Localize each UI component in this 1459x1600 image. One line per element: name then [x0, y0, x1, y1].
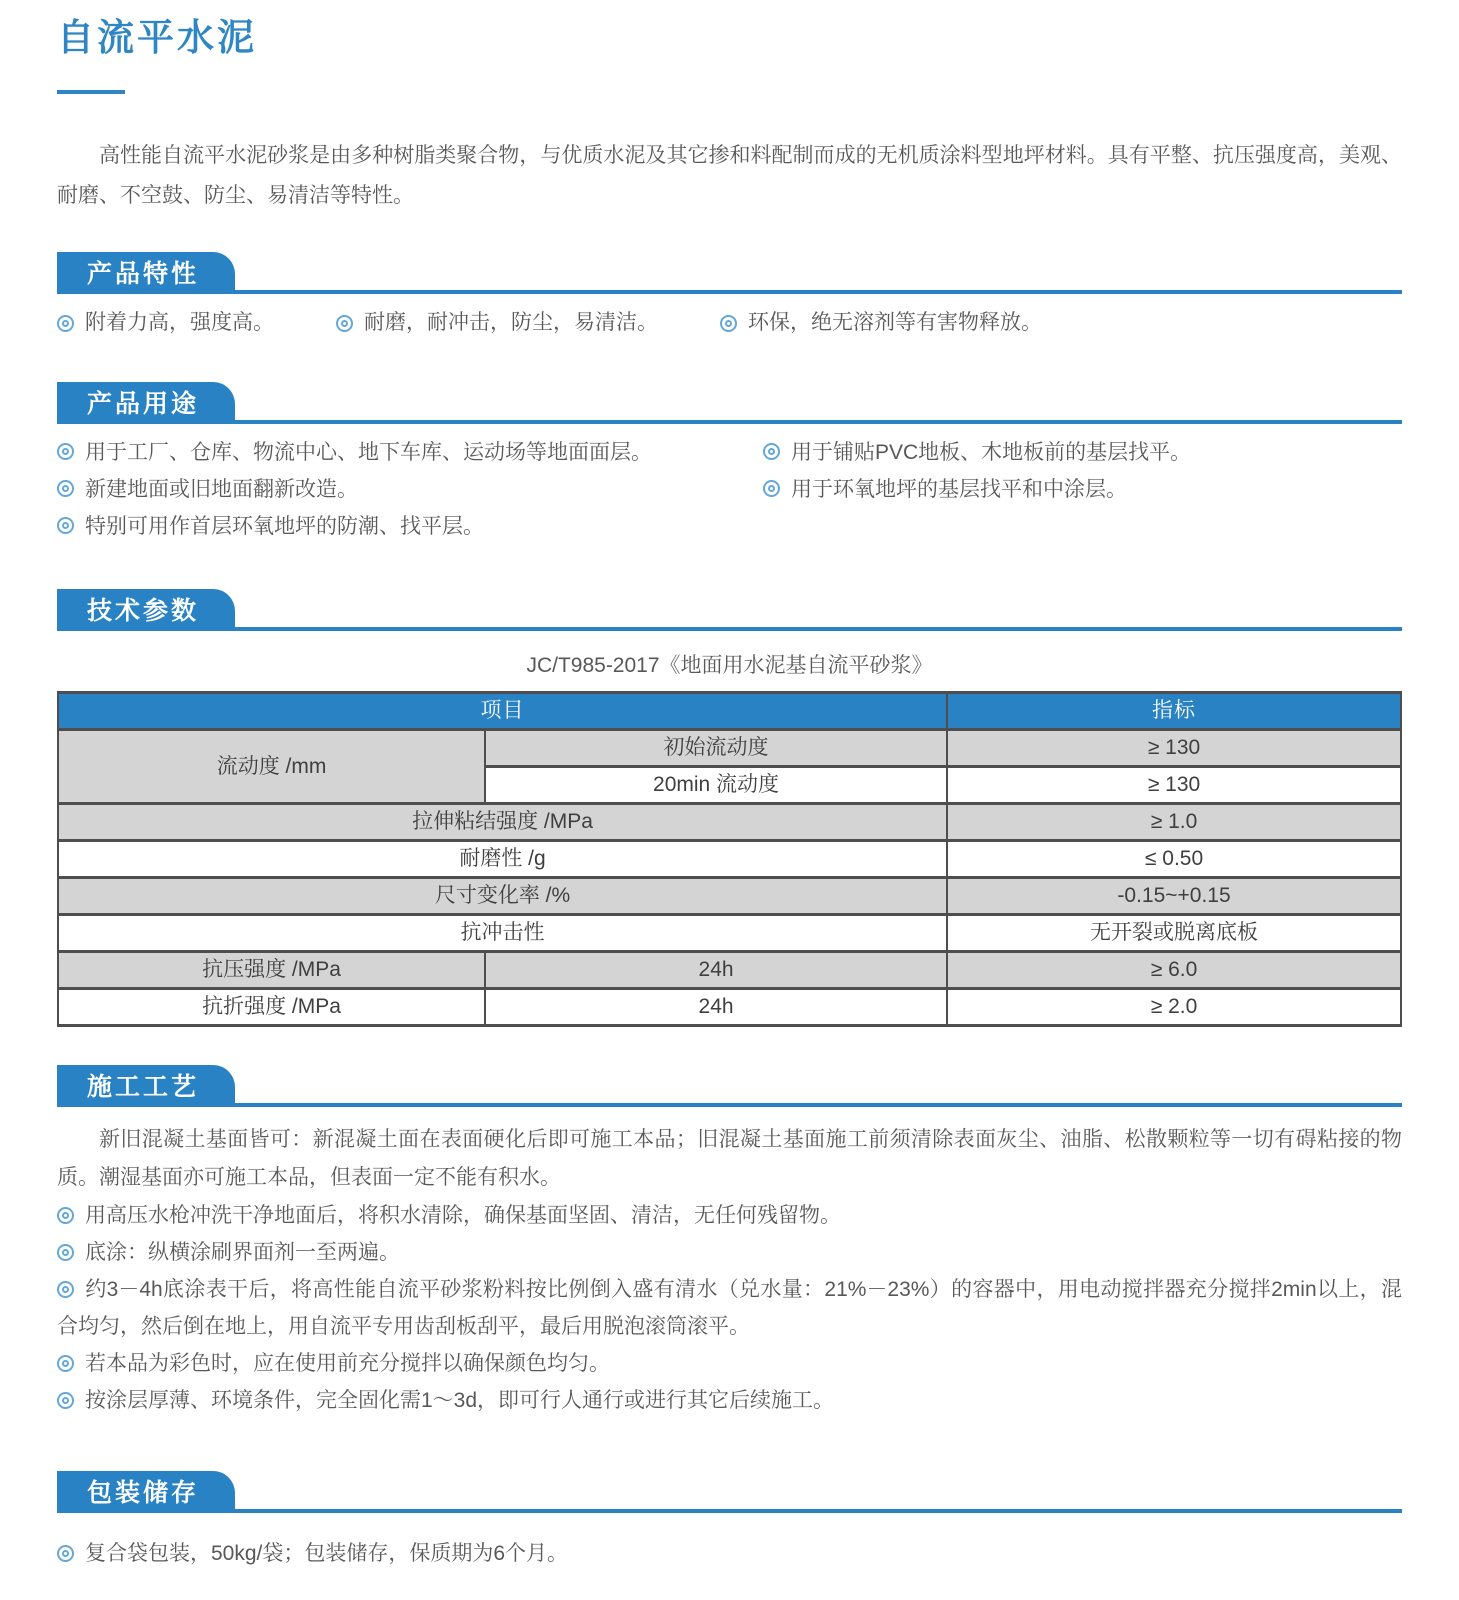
section-header-process [57, 1065, 1402, 1107]
list-item-text: 若本品为彩色时，应在使用前充分搅拌以确保颜色均匀。 [85, 1352, 610, 1375]
section-underline [235, 627, 1402, 631]
bullseye-bullet-icon [57, 315, 74, 332]
list-item-text: 约3－4h底涂表干后，将高性能自流平砂浆粉料按比例倒入盛有清水（兑水量：21%－23%）的容器中，用电动搅拌器充分搅拌2min以上，混合均匀，然后倒在地上，用自流平专用齿刮板刮平，最后用脱泡滚筒滚平。 [57, 1278, 1402, 1338]
uses-right-column [763, 438, 1402, 549]
table-cell-value: ≥ 6.0 [947, 952, 1401, 989]
section-underline [235, 1509, 1402, 1513]
bullseye-bullet-icon [57, 1392, 74, 1409]
table-row [58, 804, 1401, 841]
section-packaging [57, 1471, 1402, 1572]
process-paragraph: 新旧混凝土基面皆可：新混凝土面在表面硬化后即可施工本品；旧混凝土基面施工前须清除表面灰尘、油脂、松散颗粒等一切有碍粘接的物质。潮湿基面亦可施工本品，但表面一定不能有积水。 [57, 1128, 1402, 1189]
list-item [57, 475, 763, 505]
list-item-text: 用于铺贴PVC地板、木地板前的基层找平。 [791, 441, 1192, 464]
section-underline [235, 1103, 1402, 1107]
bullseye-bullet-icon [57, 1281, 74, 1298]
list-item [57, 1271, 1402, 1345]
section-underline [235, 420, 1402, 424]
table-cell-label: 抗压强度 /MPa [58, 952, 485, 989]
table-cell-label: 拉伸粘结强度 /MPa [58, 804, 947, 841]
table-header-row [58, 693, 1401, 730]
table-cell-sub: 24h [485, 989, 947, 1026]
list-item [57, 1197, 1402, 1234]
table-cell-label: 流动度 /mm [58, 730, 485, 804]
section-header-uses [57, 382, 1402, 424]
list-item-text: 附着力高，强度高。 [85, 311, 274, 334]
table-cell-sub: 初始流动度 [485, 730, 947, 767]
table-cell-label: 抗折强度 /MPa [58, 989, 485, 1026]
table-cell-value: ≤ 0.50 [947, 841, 1401, 878]
section-underline [235, 290, 1402, 294]
list-item [720, 308, 1042, 338]
table-cell-label: 抗冲击性 [58, 915, 947, 952]
bullseye-bullet-icon [57, 1207, 74, 1224]
uses-list [57, 438, 1402, 549]
list-item-text: 耐磨，耐冲击，防尘，易清洁。 [364, 311, 658, 334]
table-row [58, 841, 1401, 878]
list-item [57, 308, 274, 338]
list-item-text: 底涂：纵横涂刷界面剂一至两遍。 [85, 1241, 400, 1264]
bullseye-bullet-icon [57, 1244, 74, 1261]
table-cell-sub: 20min 流动度 [485, 767, 947, 804]
list-item-text: 特别可用作首层环氧地坪的防潮、找平层。 [85, 515, 484, 538]
list-item [57, 1535, 1402, 1572]
table-row [58, 878, 1401, 915]
list-item-text: 环保，绝无溶剂等有害物释放。 [748, 311, 1042, 334]
table-cell-value: -0.15~+0.15 [947, 878, 1401, 915]
bullseye-bullet-icon [57, 1545, 74, 1562]
table-cell-value: ≥ 130 [947, 767, 1401, 804]
table-row [58, 915, 1401, 952]
features-heading: 产品特性 [57, 252, 235, 294]
features-list [57, 308, 1402, 338]
list-item [763, 475, 1402, 505]
table-caption: JC/T985-2017《地面用水泥基自流平砂浆》 [526, 654, 933, 677]
list-item-text: 用于环氧地坪的基层找平和中涂层。 [791, 478, 1127, 501]
bullseye-bullet-icon [720, 315, 737, 332]
table-cell-label: 尺寸变化率 /% [58, 878, 947, 915]
table-cell-value: ≥ 130 [947, 730, 1401, 767]
list-item-text: 用高压水枪冲洗干净地面后，将积水清除，确保基面坚固、清洁，无任何残留物。 [85, 1204, 841, 1227]
intro-paragraph: 高性能自流平水泥砂浆是由多种树脂类聚合物，与优质水泥及其它掺和料配制而成的无机质涂料型地坪材料。具有平整、抗压强度高，美观、耐磨、不空鼓、防尘、易清洁等特性。 [57, 144, 1402, 207]
bullseye-bullet-icon [57, 1355, 74, 1372]
bullseye-bullet-icon [57, 443, 74, 460]
title-underline [57, 90, 125, 94]
bullseye-bullet-icon [336, 315, 353, 332]
bullseye-bullet-icon [57, 517, 74, 534]
table-header-index: 指标 [947, 693, 1401, 730]
list-item-text: 新建地面或旧地面翻新改造。 [85, 478, 358, 501]
section-parameters [57, 589, 1402, 1027]
page-title: 自流平水泥 [57, 17, 257, 58]
table-row [58, 952, 1401, 989]
table-cell-sub: 24h [485, 952, 947, 989]
section-uses [57, 382, 1402, 549]
list-item [57, 1345, 1402, 1382]
section-header-features [57, 252, 1402, 294]
list-item [57, 438, 763, 468]
bullseye-bullet-icon [57, 480, 74, 497]
process-heading: 施工工艺 [57, 1065, 235, 1107]
list-item [57, 1382, 1402, 1419]
table-cell-value: ≥ 2.0 [947, 989, 1401, 1026]
table-cell-value: 无开裂或脱离底板 [947, 915, 1401, 952]
table-row [58, 989, 1401, 1026]
list-item-text: 按涂层厚薄、环境条件，完全固化需1～3d，即可行人通行或进行其它后续施工。 [85, 1389, 835, 1412]
list-item-text: 用于工厂、仓库、物流中心、地下车库、运动场等地面面层。 [85, 441, 652, 464]
parameters-heading: 技术参数 [57, 589, 235, 631]
table-row [58, 730, 1401, 767]
list-item [763, 438, 1402, 468]
section-header-packaging [57, 1471, 1402, 1513]
bullseye-bullet-icon [763, 443, 780, 460]
table-cell-value: ≥ 1.0 [947, 804, 1401, 841]
list-item [57, 512, 763, 542]
section-process [57, 1065, 1402, 1419]
packaging-heading: 包装储存 [57, 1471, 235, 1513]
bullseye-bullet-icon [763, 480, 780, 497]
uses-heading: 产品用途 [57, 382, 235, 424]
list-item-text: 复合袋包装，50kg/袋；包装储存，保质期为6个月。 [85, 1542, 569, 1565]
section-features [57, 252, 1402, 338]
parameters-table [57, 691, 1402, 1027]
uses-left-column [57, 438, 763, 549]
list-item [336, 308, 658, 338]
table-header-item: 项目 [58, 693, 947, 730]
section-header-parameters [57, 589, 1402, 631]
table-cell-label: 耐磨性 /g [58, 841, 947, 878]
list-item [57, 1234, 1402, 1271]
